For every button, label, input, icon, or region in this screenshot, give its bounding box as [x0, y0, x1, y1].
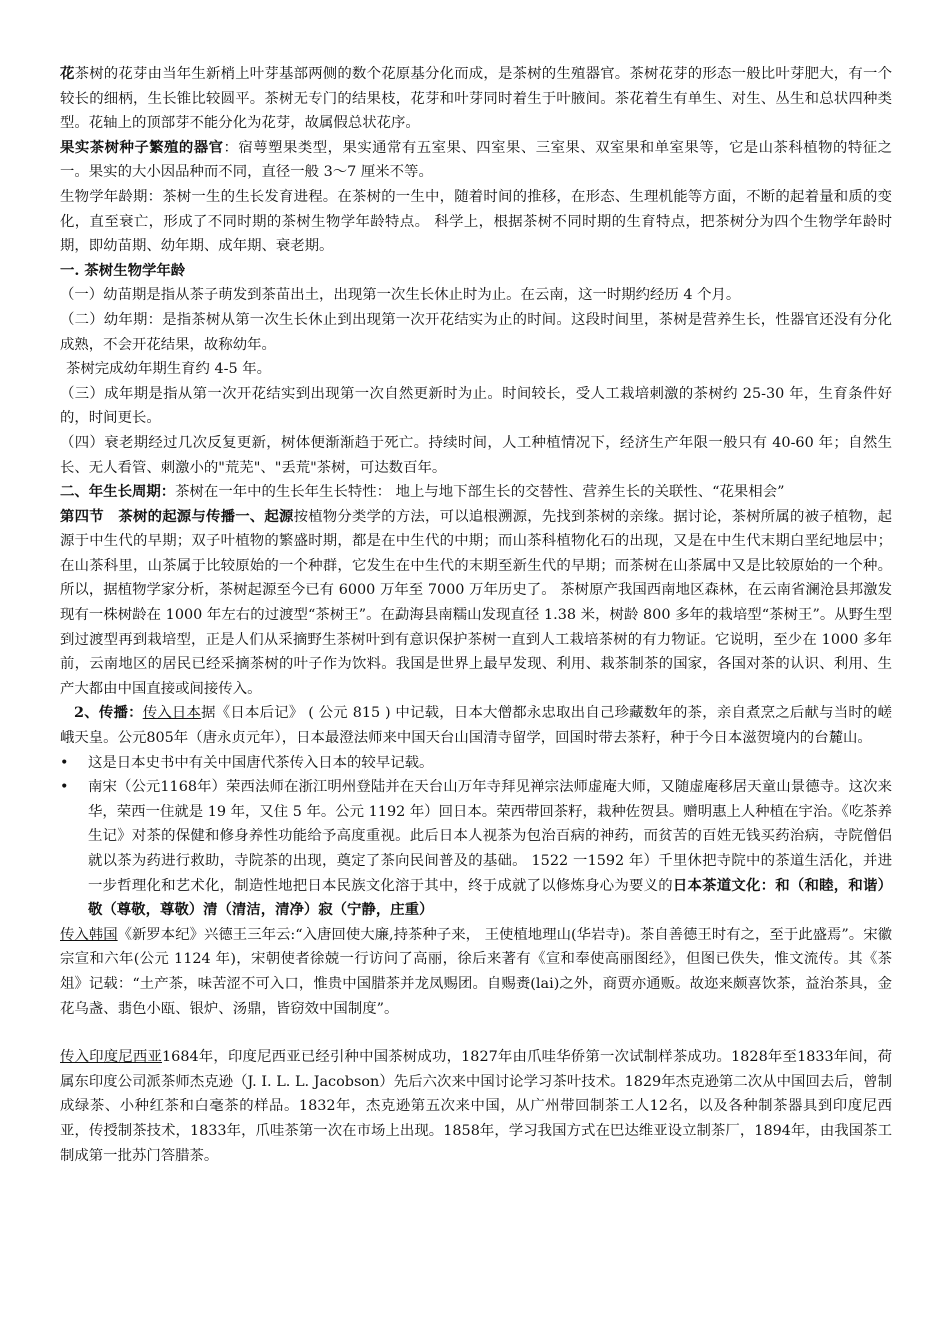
bullet-text: 南宋（公元1168年）荣西法师在浙江明州登陆并在天台山万年寺拜见禅宗法师虚庵大师，又随虚庵移居天童山景德寺。这次来华，荣西一住就是 19 年，又住 5 年。公元 1192 年）回日本。荣西带回茶籽，栽种佐贺县。赠明惠上人种植在宇治。《吃茶养生记》对茶的保健和修身养性功能给予高度重视。此后日本人视茶为包治百病的神药，而贫苦的百姓无钱买药治病，寺院僧侣就以茶为药进行救助，寺院茶的出现，奠定了茶向民间普及的基础。 1522 一1592 年）千里休把寺院中的茶道生活化，并进一步哲理化和艺术化，制造性地把日本民族文化溶于其中，终于成就了以修炼身心为要义的: [88, 779, 892, 894]
stage-seedling: （一）幼苗期是指从茶子萌发到茶苗出土，出现第一次生长休止时为止。在云南，这一时期约经历 4 个月。: [60, 287, 741, 304]
annual-cycle-text: 茶树在一年中的生长年生长特性： 地上与地下部生长的交替性、营养生长的关联性、“花果相会”: [175, 484, 785, 501]
stage-senescence: （四）衰老期经过几次反复更新，树体便渐渐趋于死亡。持续时间，人工种植情况下，经济生产年限一般只有 40-60 年；自然生长、无人看管、刺激小的"荒芜"、"丢荒"茶树，可达数百年。: [60, 434, 892, 476]
korea-text: 《新罗本纪》兴德王三年云:“入唐回使大廉,持茶种子来， 王使植地理山(华岩寺)。茶自善德王时有之，至于此盛焉”。宋徽宗宣和六年(公元 1124 年)，宋朝使者徐兢一行访问了高丽，徐后来著有《宣和奉使高丽图经》，但图已佚失，惟文流传。其《茶俎》记载：“土产茶，味苦涩不可入口，惟贵中国腊茶并龙凤赐团。自赐赉(lai)之外，商贾亦通贩。故迩来颇喜饮茶，益治茶具，金花乌盏、翡色小瓯、银炉、汤鼎，皆窃效中国制度”。: [60, 926, 892, 1017]
japan-text: 据《日本后记》 ( 公元 815 ) 中记载，日本大僧都永忠取出自己珍藏数年的茶，亲自煮烹之后献与当时的嵯峨天皇。公元805年（唐永贞元年），日本最澄法师来中国天台山国清寺留学，回国时带去茶籽，种于今日本滋贺境内的台麓山。: [60, 705, 893, 747]
heading-annual-cycle: [60, 480, 892, 505]
stage-juvenile: （二）幼年期：是指茶树从第一次生长休止到出现第一次开花结实为止的时间。这段时间里，茶树是营养生长，性器官还没有分化成熟，不会开花结果，故称幼年。: [60, 311, 892, 353]
bullet-text: 这是日本史书中有关中国唐代茶传入日本的较早记载。: [88, 754, 434, 771]
paragraph-fruit: [60, 136, 892, 185]
term-annual-cycle: 二、年生长周期：: [60, 483, 176, 501]
bullet-dot-icon: •: [60, 754, 69, 771]
paragraph-flower: [60, 62, 892, 136]
stage-adult: （三）成年期是指从第一次开花结实到出现第一次自然更新时为止。时间较长，受人工栽培刺激的茶树约 25-30 年，生育条件好的，时间更长。: [60, 385, 892, 427]
term-fruit: 果实茶树种子繁殖的器官: [60, 138, 224, 156]
indonesia-text: 1684年，印度尼西亚已经引种中国茶树成功，1827年由爪哇华侨第一次试制样茶成功。1828年至1833年间，荷属东印度公司派茶师杰克逊（J. I. L. L. Jacobson）先后六次来中国讨论学习茶叶技术。1829年杰克逊第二次从中国回去后，曾制成绿茶、小种红茶和白毫茶的样品。1832年，杰克逊第五次来中国，从广州带回制茶工人12名，以及各种制茶器具到印度尼西亚，传授制茶技术，1833年，爪哇茶第一次在市场上出现。1858年，学习我国方式在巴达维亚设立制茶厂，1894年，由我国茶工制成第一批苏门答腊茶。: [60, 1049, 892, 1164]
paragraph-spread-korea: [60, 923, 892, 1021]
bullet-item: [60, 775, 892, 923]
paragraph-age-period: 生物学年龄期：茶树一生的生长发育进程。在茶树的一生中，随着时间的推移，在形态、生理机能等方面，不断的起着量和质的变化，直至衰亡，形成了不同时期的茶树生物学年龄特点。 科学上，根据茶树不同时期的生育特点，把茶树分为四个生物学年龄时期，即幼苗期、幼年期、成年期、衰老期。: [60, 188, 892, 255]
origin-text: 按植物分类学的方法，可以追根溯源，先找到茶树的亲缘。据讨论，茶树所属的被子植物，起源于中生代的早期；双子叶植物的繁盛时期，都是在中生代的中期；而山茶科植物化石的出现，又是在中生代末期白垩纪地层中；在山茶科里，山茶属于比较原始的一个种群，它发生在中生代的末期至新生代的早期；而茶树在山茶属中又是比较原始的一个种。所以，据植物学家分析，茶树起源至今已有 6000 万年至 7000 万年历史了。 茶树原产我国西南地区森林，在云南省澜沧县邦激发现有一株树龄在 1000 年左右的过渡型“茶树王”。在勐海县南糯山发现直径 1.38 米，树龄 800 多年的栽培型“茶树王”。从野生型到过渡型再到栽培型，正是人们从采摘野生茶树叶到有意识保护茶树一直到人工栽培茶树的有力物证。它说明，至少在 1000 多年前，云南地区的居民已经采摘茶树的叶子作为饮料。我国是世界上最早发现、利用、栽茶制茶的国家，各国对茶的认识、利用、生产大都由中国直接或间接传入。: [60, 508, 892, 697]
heading-biological-age: 一. 茶树生物学年龄: [60, 261, 186, 279]
paragraph-spread-indonesia: [60, 1045, 892, 1168]
term-spread: 2、传播：: [74, 704, 143, 722]
paragraph-spread-japan: [60, 701, 892, 750]
stage-juvenile-duration: 茶树完成幼年期生育约 4-5 年。: [66, 361, 272, 378]
flower-text: 茶树的花芽由当年生新梢上叶芽基部两侧的数个花原基分化而成，是茶树的生殖器官。茶树花芽的形态一般比叶芽肥大，有一个较长的细柄，生长锥比较圆平。茶树无专门的结果枝，花芽和叶芽同时着生于叶腋间。茶花着生有单生、对生、丛生和总状四种类型。花轴上的顶部芽不能分化为花芽，故属假总状花序。: [60, 66, 892, 132]
spacer: [60, 1021, 892, 1045]
section-origin-title: 第四节 茶树的起源与传播一、起源: [60, 507, 294, 525]
bullet-dot-icon: •: [60, 779, 69, 796]
link-korea: 传入韩国: [60, 926, 118, 943]
japan-tea-ceremony: 日本茶道文化：和（和睦，和谐）敬（尊敬，尊敬）清（清洁，清净）寂（宁静，庄重）: [88, 876, 892, 919]
section-origin: [60, 505, 892, 702]
term-flower: 花: [60, 65, 75, 82]
link-japan: 传入日本: [142, 705, 202, 722]
link-indonesia: 传入印度尼西亚: [60, 1049, 163, 1066]
bullet-item: [60, 751, 892, 776]
fruit-text: ：宿萼塑果类型，果实通常有五室果、四室果、三室果、双室果和单室果等，它是山茶科植物的特征之一。果实的大小因品种而不同，直径一般 3～7 厘米不等。: [60, 139, 892, 181]
